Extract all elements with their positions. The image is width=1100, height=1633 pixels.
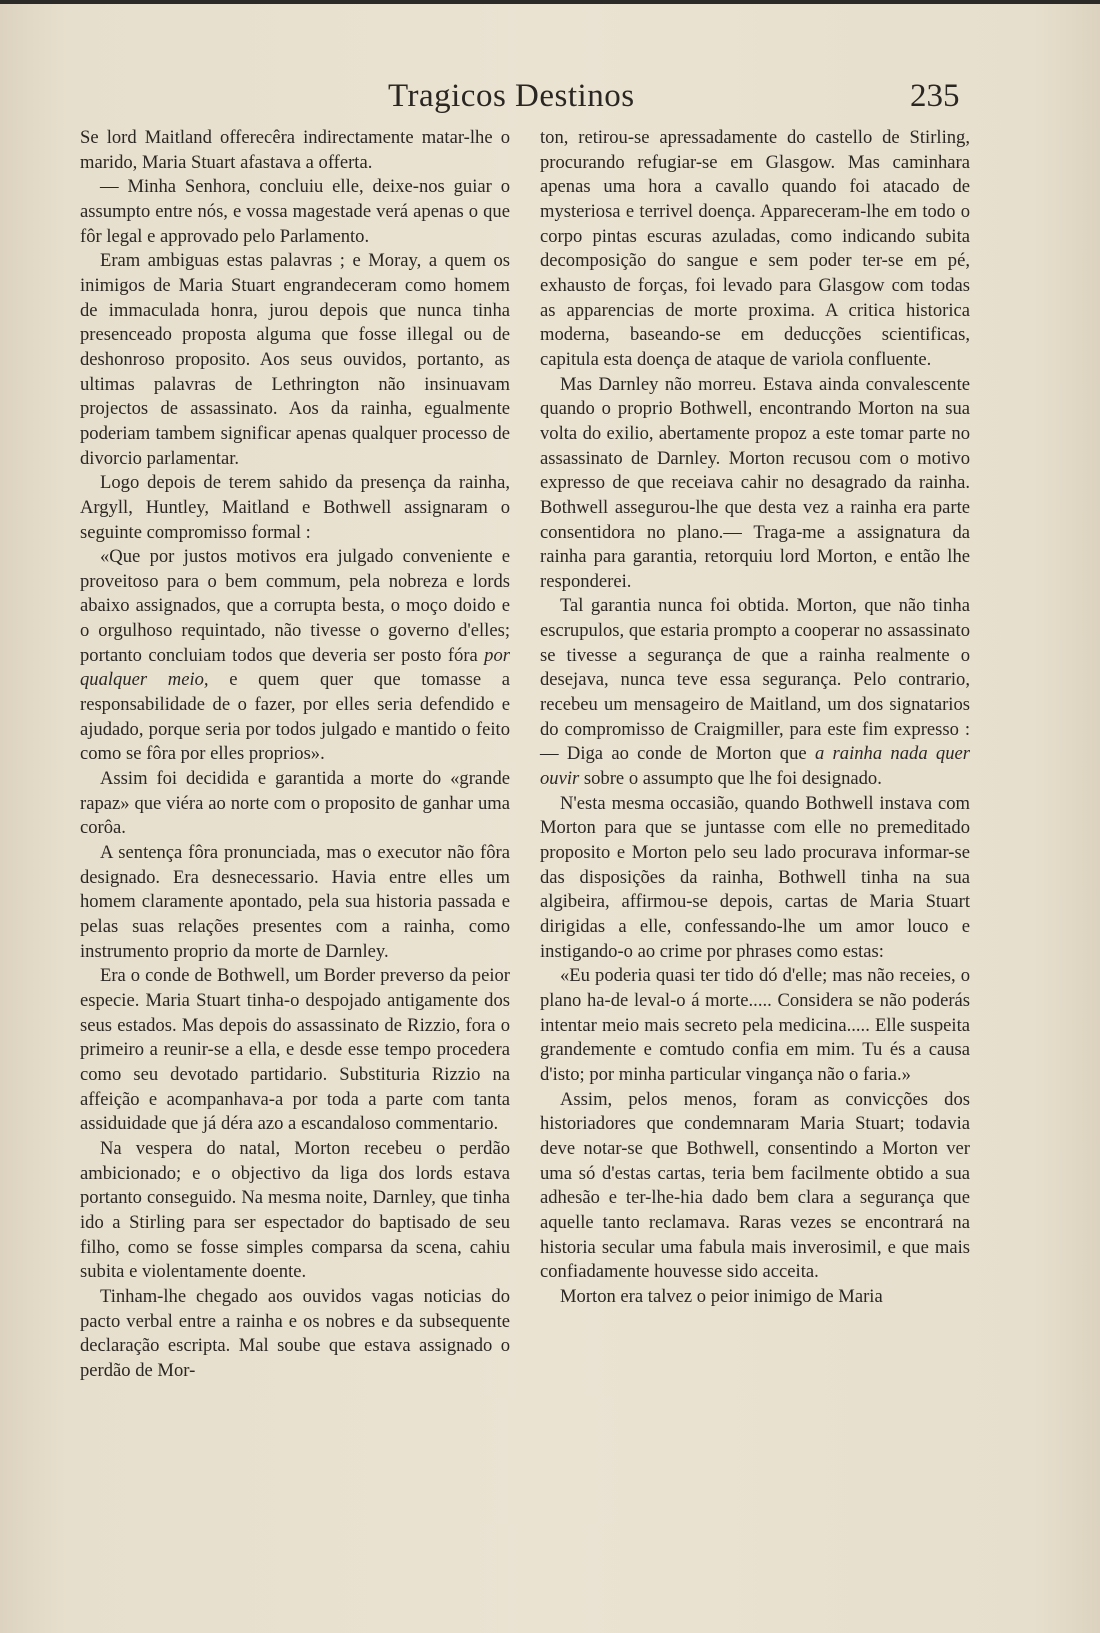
paragraph-with-italic — [540, 594, 970, 791]
right-column — [540, 126, 970, 1310]
italic-phrase: por qualquer meio, — [80, 644, 510, 691]
paragraph: Morton era talvez o peior inimigo de Maria — [560, 1285, 883, 1307]
italic-phrase: a rainha nada quer ouvir — [540, 743, 970, 790]
running-title: Tragicos Destinos — [388, 78, 635, 114]
page-number: 235 — [910, 78, 960, 114]
quoted-letter-paragraph: «Eu poderia quasi ter tido dó d'elle; mas não receies, o plano ha-de leval-o á morte..... Considera se não poderás intentar meio mais secreto pela medicina..... Elle suspeita grandemente e comtudo confia em mim. Tu és a causa d'isto; por minha particular vingança não o faria.» — [540, 965, 970, 1085]
paragraph: A sentença fôra pronunciada, mas o executor não fôra designado. Era desnecessario. Havia entre elles um homem claramente apontado, pela sua historia passada e pelas suas relações presentes com a rainha, como instrumento proprio da morte de Darnley. — [80, 842, 510, 962]
quoted-compromise-paragraph — [80, 545, 510, 767]
top-edge-rule — [0, 0, 1100, 4]
paragraph: Tinham-lhe chegado aos ouvidos vagas noticias do pacto verbal entre a rainha e os nobres e da subsequente declaração escripta. Mal soube que estava assignado o perdão de Mor- — [80, 1285, 510, 1381]
paragraph: Eram ambiguas estas palavras ; e Moray, a quem os inimigos de Maria Stuart engrandeceram como homem de immaculada honra, jurou depois que nunca tinha presenceado proposta alguma que fosse illegal ou de deshonroso proposito. Aos seus ouvidos, portanto, as ultimas palavras de Lethrington não insinuavam projectos de assassinato. Aos da rainha, egualmente poderiam tambem significar apenas qualquer processo de divorcio parlamentar. — [80, 250, 510, 469]
left-column — [80, 126, 510, 1383]
paragraph: Na vespera do natal, Morton recebeu o perdão ambicionado; e o objectivo da liga dos lords estava portanto conseguido. Na mesma noite, Darnley, que tinha ido a Stirling para ser espectador do baptisado de seu filho, como se fosse simples comparsa da scena, cahiu subita e violentamente doente. — [80, 1137, 510, 1283]
paragraph: Se lord Maitland offerecêra indirectamente matar-lhe o marido, Maria Stuart afastava a offerta. — [80, 127, 510, 173]
paragraph: N'esta mesma occasião, quando Bothwell instava com Morton para que se juntasse com elle no premeditado proposito e Morton pelo seu lado procurava informar-se das disposições da rainha, Bothwell tinha na sua algibeira, affirmou-se depois, cartas de Maria Stuart dirigidas a elle, confessando-lhe um amor louco e instigando-o ao crime por phrases como estas: — [540, 792, 970, 962]
paragraph: Assim, pelos menos, foram as convicções dos historiadores que condemnaram Maria Stuart; todavia deve notar-se que Bothwell, consentindo a Morton ver uma só d'estas cartas, teria bem facilmente obtido a sua adhesão e ter-lhe-hia dado bem clara a segurança que aquelle tanto reclamava. Raras vezes se encontrará na historia secular uma fabula mais inverosimil, e que mais confiadamente houvesse sido acceita. — [540, 1088, 970, 1283]
paragraph: Era o conde de Bothwell, um Border preverso da peior especie. Maria Stuart tinha-o despojado antigamente dos seus estados. Mas depois do assassinato de Rizzio, fora o primeiro a reunir-se a ella, e desde esse tempo procedera como seu devotado partidario. Substituria Rizzio na affeição e acompanhava-a por toda a parte com tanta assiduidade que já déra azo a escandaloso commentario. — [80, 965, 510, 1135]
text-run: «Que por justos motivos era julgado conveniente e proveitoso para o bem commum, pela nobreza e lords abaixo assignados, que a corrupta besta, o moço doido e o orgulhoso requintado, não tivesse o governo d'elles; portanto concluiam todos que deveria ser posto fóra — [80, 546, 510, 666]
paragraph: Assim foi decidida e garantida a morte do «grande rapaz» que viéra ao norte com o proposito de ganhar uma corôa. — [80, 768, 510, 839]
text-run: e quem quer que tomasse a responsabilidade de o fazer, por elles seria defendido e ajudado, porque seria por todos julgado e mantido o feito como se fôra por elles proprios». — [80, 669, 510, 765]
paragraph: — Minha Senhora, concluiu elle, deixe-nos guiar o assumpto entre nós, e vossa magestade verá apenas o que fôr legal e approvado pelo Parlamento. — [80, 176, 510, 247]
text-run: Tal garantia nunca foi obtida. Morton, que não tinha escrupulos, que estaria prompto a cooperar no assassinato se tivesse a segurança de que a rainha realmente o desejava, nunca teve essa segurança. Pelo contrario, recebeu um mensageiro de Maitland, um dos signatarios do compromisso de Craigmiller, para este fim expresso : — Diga ao conde de Morton que — [540, 595, 970, 765]
text-run: sobre o assumpto que lhe foi designado. — [579, 768, 882, 790]
paragraph: Logo depois de terem sahido da presença da rainha, Argyll, Huntley, Maitland e Bothwell assignaram o seguinte compromisso formal : — [80, 472, 510, 543]
paragraph: ton, retirou-se apressadamente do castello de Stirling, procurando refugiar-se em Glasgow. Mas caminhara apenas uma hora a cavallo quando foi atacado de mysteriosa e terrivel doença. Appareceram-lhe em todo o corpo pintas escuras azuladas, como indicando subita decomposição do sangue e sem poder ter-se em pé, exhausto de forças, foi levado para Glasgow com todas as apparencias de morte proxima. A critica historica moderna, baseando-se em deducções scientificas, capitula esta doença de ataque de variola confluente. — [540, 127, 970, 370]
paragraph: Mas Darnley não morreu. Estava ainda convalescente quando o proprio Bothwell, encontrando Morton na sua volta do exilio, abertamente propoz a este tomar parte no assassinato de Darnley. Morton recusou com o motivo expresso de que receiava cahir no desagrado da rainha. Bothwell assegurou-lhe que desta vez a rainha era parte consentidora no plano.— Traga-me a assignatura da rainha para garantia, retorquiu lord Morton, e então lhe responderei. — [540, 373, 970, 592]
